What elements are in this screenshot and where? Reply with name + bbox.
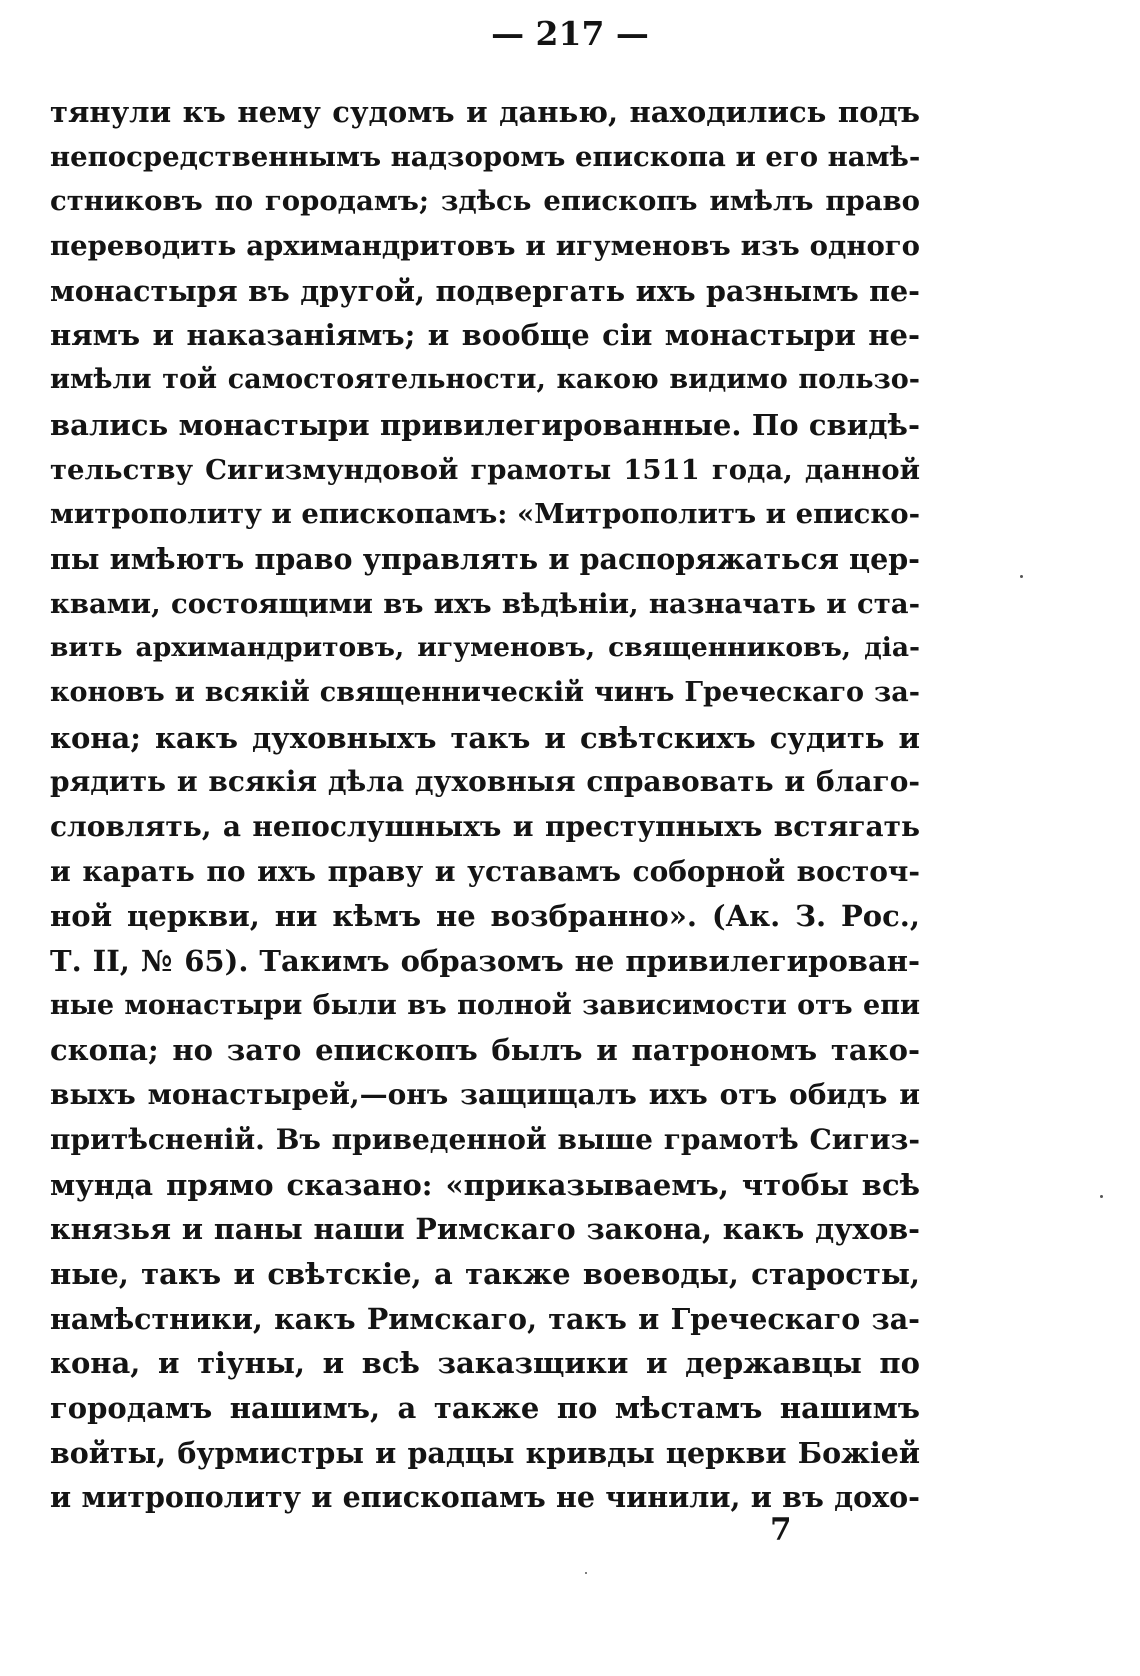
text-line: рядить и всякія дѣла духовныя справовать и благо- — [50, 765, 920, 799]
page-number: — 217 — — [491, 14, 649, 53]
text-line: князья и паны наши Римскаго закона, какъ духов- — [50, 1212, 920, 1247]
text-line: и карать по ихъ праву и уставамъ соборной восточ- — [50, 854, 920, 888]
text-line: городамъ нашимъ, а также по мѣстамъ нашимъ — [50, 1390, 920, 1425]
text-line: квами, состоящими въ ихъ вѣдѣніи, назначать и ста- — [50, 587, 920, 620]
print-speck — [585, 1572, 587, 1574]
signature-mark: 7 — [770, 1512, 792, 1548]
text-line: монастыря въ другой, подвергать ихъ разнымъ пе- — [50, 273, 920, 308]
text-line: нямъ и наказаніямъ; и вообще сіи монастыри не- — [50, 318, 920, 353]
text-line: коновъ и всякій священническій чинъ Греческаго за- — [50, 676, 920, 708]
text-line: переводить архимандритовъ и игуменовъ изъ одного — [50, 230, 920, 263]
text-line: мунда прямо сказано: «приказываемъ, чтобы всѣ — [50, 1167, 920, 1202]
text-line: Т. II, № 65). Такимъ образомъ не привилегирован- — [50, 944, 920, 979]
text-line: тельству Сигизмундовой грамоты 1511 года, данной — [50, 453, 920, 486]
text-line: ные монастыри были въ полной зависимости отъ епи — [50, 989, 920, 1021]
text-line: выхъ монастырей,—онъ защищалъ ихъ отъ обидъ и — [50, 1078, 920, 1112]
text-line: словлять, а непослушныхъ и преступныхъ встягать — [50, 810, 920, 843]
text-line: ные, такъ и свѣтскіе, а также воеводы, старосты, — [50, 1256, 920, 1291]
text-line: и митрополиту и епископамъ не чинили, и въ дохо- — [50, 1480, 920, 1515]
text-line: скопа; но зато епископъ былъ и патрономъ тако- — [50, 1033, 920, 1068]
text-line: непосредственнымъ надзоромъ епископа и его намѣ- — [50, 140, 920, 173]
text-line: вались монастыри привилегированные. По свидѣ- — [50, 407, 920, 442]
text-line: стниковъ по городамъ; здѣсь епископъ имѣлъ право — [50, 185, 920, 218]
text-line: кона; какъ духовныхъ такъ и свѣтскихъ судить и — [50, 720, 920, 755]
text-line: пы имѣютъ право управлять и распоряжаться цер- — [50, 541, 920, 576]
text-line: вить архимандритовъ, игуменовъ, священниковъ, діа- — [50, 632, 920, 664]
page-body-text — [50, 90, 920, 1520]
text-line: притѣсненій. Въ приведенной выше грамотѣ Сигиз- — [50, 1122, 920, 1156]
text-line: кона, и тіуны, и всѣ заказщики и державцы по — [50, 1346, 920, 1381]
text-line: тянули къ нему судомъ и данью, находились подъ — [50, 95, 920, 129]
text-line: имѣли той самостоятельности, какою видимо пользо- — [50, 364, 920, 396]
text-line: намѣстники, какъ Римскаго, такъ и Греческаго за- — [50, 1301, 920, 1336]
text-line: митрополиту и епископамъ: «Митрополитъ и еписко- — [50, 498, 920, 531]
print-speck — [1100, 1195, 1103, 1198]
print-speck — [1020, 575, 1023, 578]
text-line: ной церкви, ни кѣмъ не возбранно». (Ак. З. Рос., — [50, 899, 920, 934]
text-line: войты, бурмистры и радцы кривды церкви Божіей — [50, 1435, 920, 1470]
